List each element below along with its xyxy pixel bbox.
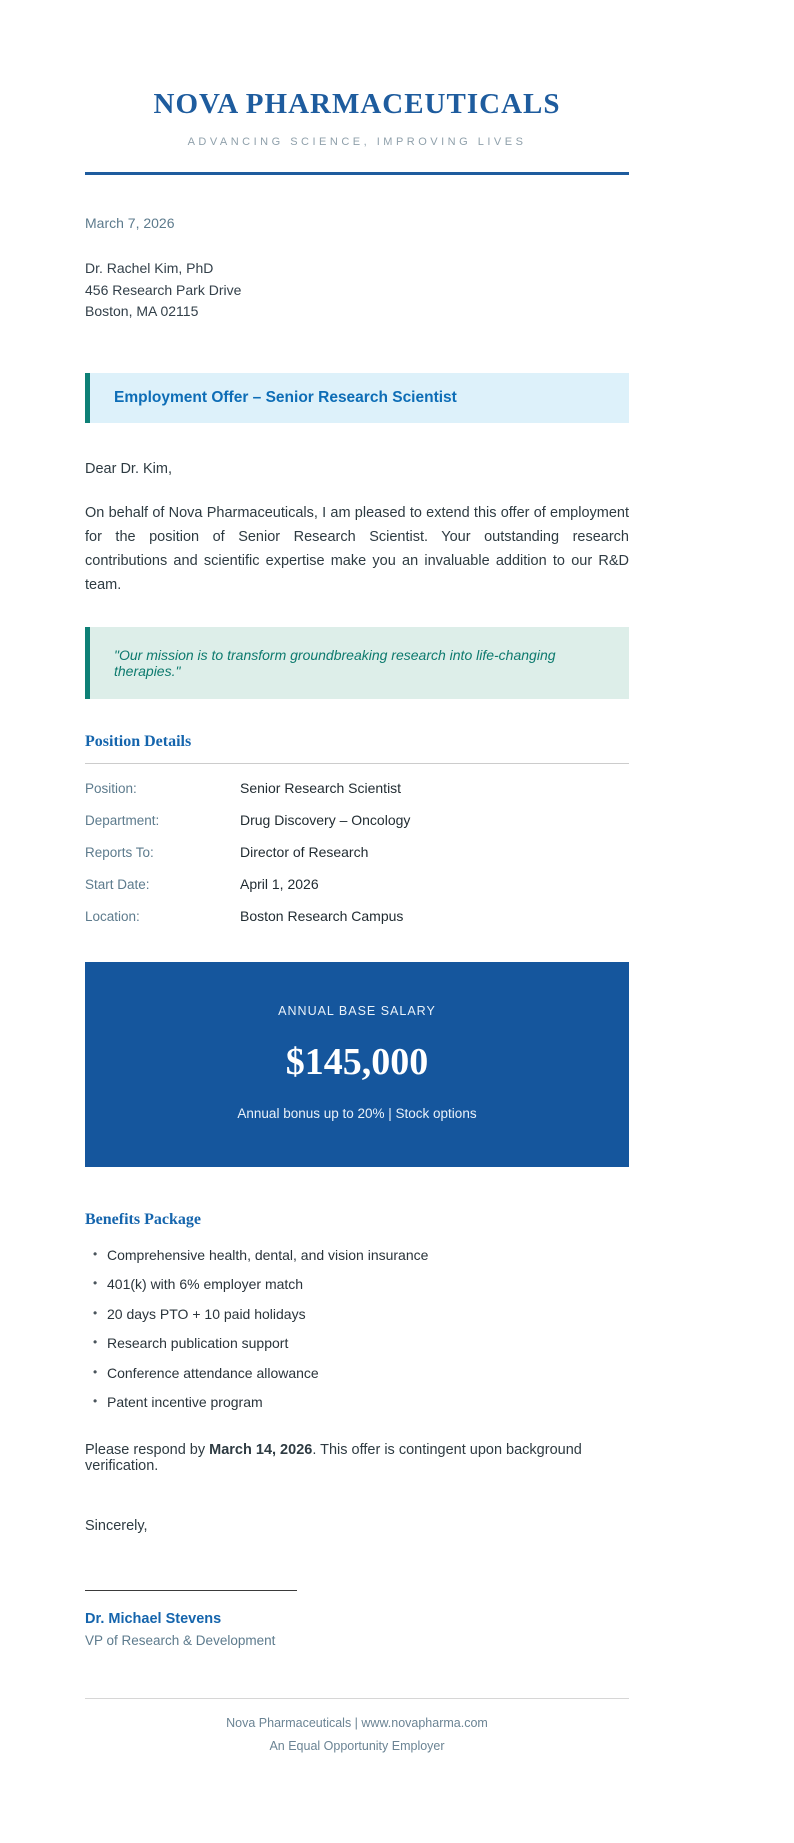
letter-date: March 7, 2026 (85, 215, 175, 231)
benefits-heading: Benefits Package (85, 1210, 201, 1228)
footer-divider (85, 1698, 629, 1699)
position-details-heading: Position Details (85, 732, 192, 750)
respond-by-line (85, 1442, 629, 1474)
detail-value: Boston Research Campus (240, 907, 404, 924)
list-item: • Comprehensive health, dental, and vision insurance (107, 1247, 629, 1263)
detail-label: Reports To: (85, 844, 154, 860)
detail-label: Start Date: (85, 876, 150, 892)
list-item: • Patent incentive program (107, 1394, 629, 1410)
table-row (85, 836, 629, 868)
footer (85, 1716, 629, 1753)
list-item: • 401(k) with 6% employer match (107, 1276, 629, 1292)
footer-eeo-statement: An Equal Opportunity Employer (269, 1739, 445, 1753)
detail-value: Director of Research (240, 843, 369, 860)
table-row (85, 900, 629, 932)
footer-company-url: Nova Pharmaceuticals | www.novapharma.com (226, 1716, 488, 1730)
company-name: NOVA PHARMACEUTICALS (153, 88, 561, 120)
detail-label: Location: (85, 908, 140, 924)
signer-title: VP of Research & Development (85, 1633, 276, 1648)
signature-line (85, 1590, 297, 1591)
detail-label: Position: (85, 780, 137, 796)
subject-text: Employment Offer – Senior Research Scientist (114, 388, 457, 406)
intro-paragraph: On behalf of Nova Pharmaceuticals, I am pleased to extend this offer of employment for the position of Senior Research Scientist. Your outstanding research contributions and scientific expertise make you an invaluable addition to our R&D team. (85, 504, 629, 593)
respond-deadline: March 14, 2026 (209, 1442, 313, 1458)
benefits-list (85, 1247, 629, 1411)
respond-prefix: Please respond by (85, 1442, 210, 1458)
list-item: • Research publication support (107, 1335, 629, 1351)
detail-value: Senior Research Scientist (240, 779, 402, 796)
salary-highlight-box (85, 962, 629, 1167)
recipient-address (85, 258, 629, 323)
offer-letter-document (85, 0, 629, 1843)
table-row (85, 772, 629, 804)
table-row (85, 804, 629, 836)
respond-suffix: . This offer is contingent upon background verification. (85, 1442, 582, 1474)
list-item: • Conference attendance allowance (107, 1365, 629, 1381)
salary-label: ANNUAL BASE SALARY (278, 1003, 436, 1018)
recipient-street: 456 Research Park Drive (85, 281, 242, 298)
mission-quote-text: "Our mission is to transform groundbreaking research into life-changing therapies." (114, 646, 556, 679)
detail-label: Department: (85, 812, 160, 828)
list-item: • 20 days PTO + 10 paid holidays (107, 1306, 629, 1322)
salary-amount: $145,000 (285, 1040, 429, 1083)
table-row (85, 868, 629, 900)
mission-quote-box (85, 627, 629, 699)
detail-value: April 1, 2026 (240, 875, 319, 892)
position-details-divider (85, 763, 629, 764)
salary-extras: Annual bonus up to 20% | Stock options (237, 1105, 477, 1121)
detail-value: Drug Discovery – Oncology (240, 811, 411, 828)
recipient-city: Boston, MA 02115 (85, 303, 199, 319)
signer-name: Dr. Michael Stevens (85, 1611, 222, 1627)
subject-banner (85, 373, 629, 423)
signoff: Sincerely, (85, 1518, 148, 1534)
recipient-name: Dr. Rachel Kim, PhD (85, 260, 214, 276)
letterhead-divider (85, 172, 629, 175)
salutation: Dear Dr. Kim, (85, 460, 173, 477)
company-tagline: ADVANCING SCIENCE, IMPROVING LIVES (187, 136, 527, 148)
position-details-table (85, 772, 629, 932)
